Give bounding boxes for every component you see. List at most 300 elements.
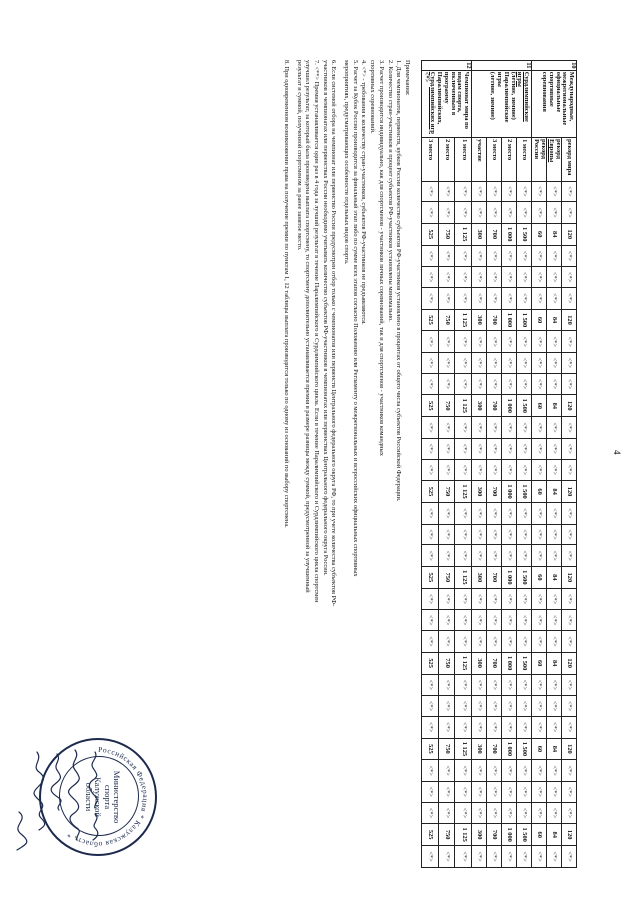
no-requirement-mark: <*> [547,245,562,267]
no-requirement-mark: <*> [517,438,532,459]
note-line: 3. Расчет производится индивидуально, как для спортсменов - участников личных соревнований, так и для спортсменов - участников командных [377,60,385,456]
no-requirement-mark: <*> [472,373,487,395]
event-name-line: Сурдлимпийских игр [429,71,437,134]
no-requirement-mark: <*> [532,760,547,782]
no-requirement-mark: <*> [421,846,438,868]
award-amount: 84 [547,824,562,846]
note-line: 6. Если системой отбора на чемпионат или первенство России предусмотрен отбор только с чемпионатов или первенств Центрального федерального округа РФ, то при учете количества субъектов РФ- [330,60,338,607]
no-requirement-mark: <*> [562,245,577,267]
no-requirement-mark: <*> [547,353,562,374]
note-line: 8. При одновременном возникновении права на получение премии по пунктам 1, 12 таблицы выплата производится только по одному из оснований по выбору спортсмена. [282,60,290,528]
award-amount: 84 [547,395,562,417]
no-requirement-mark: <*> [547,502,562,524]
no-requirement-mark: <*> [547,331,562,353]
note-line: участников в чемпионатах или первенствах России необходимо учитывать количество субъектов РФ-участников в чемпионатах или первенствах Центрального федерального округа России. [321,60,329,576]
event-name-line: видам спорта, [456,71,464,113]
no-requirement-mark: <*> [532,202,547,224]
award-amount: 750 [438,824,455,846]
award-amount: 84 [547,738,562,760]
award-amount: 525 [421,223,438,245]
award-amount: 120 [562,309,577,331]
no-requirement-mark: <*> [502,417,517,439]
no-requirement-mark: <*> [455,524,472,545]
no-requirement-mark: <*> [421,716,438,738]
no-requirement-mark: <*> [472,181,487,202]
no-requirement-mark: <*> [487,373,502,395]
table-row-12 [421,61,438,868]
row-index: 11 [472,61,532,71]
no-requirement-mark: <*> [472,588,487,610]
no-requirement-mark: <*> [562,782,577,803]
award-amount: 1 125 [455,824,472,846]
notes-title: Примечания: [404,60,411,96]
no-requirement-mark: <*> [532,631,547,653]
stamp-line: Калужской [93,777,104,817]
no-requirement-mark: <*> [487,524,502,545]
table-row-12 [455,61,472,868]
award-amount: 750 [438,652,455,674]
no-requirement-mark: <*> [455,181,472,202]
place-label: участие [472,138,487,181]
no-requirement-mark: <*> [532,696,547,717]
no-requirement-mark: <*> [455,353,472,374]
no-requirement-mark: <*> [438,202,455,224]
no-requirement-mark: <*> [472,331,487,353]
no-requirement-mark: <*> [455,760,472,782]
award-amount: 1 500 [517,395,532,417]
no-requirement-mark: <*> [562,181,577,202]
award-amount: 1 500 [517,223,532,245]
no-requirement-mark: <*> [547,524,562,545]
award-amount: 525 [421,738,438,760]
award-amount: 525 [421,652,438,674]
no-requirement-mark: <*> [472,782,487,803]
table-row-12 [438,61,455,868]
no-requirement-mark: <*> [502,674,517,696]
no-requirement-mark: <*> [502,782,517,803]
no-requirement-mark: <*> [562,610,577,631]
award-amount: 120 [562,223,577,245]
no-requirement-mark: <*> [562,545,577,567]
award-amount: 60 [532,395,547,417]
event-name-line: <*> [422,71,430,83]
no-requirement-mark: <*> [502,287,517,309]
event-name-line: включенным в [449,71,457,116]
no-requirement-mark: <*> [487,353,502,374]
no-requirement-mark: <*> [502,545,517,567]
award-amount: 60 [532,567,547,589]
note-line: 2. Количество стран-участников и процент субъектов РФ-участников установлены минимально. [386,60,394,322]
no-requirement-mark: <*> [487,782,502,803]
award-amount: 750 [438,738,455,760]
no-requirement-mark: <*> [517,696,532,717]
no-requirement-mark: <*> [472,696,487,717]
no-requirement-mark: <*> [487,631,502,653]
award-amount: 750 [438,481,455,503]
no-requirement-mark: <*> [472,502,487,524]
no-requirement-mark: <*> [517,373,532,395]
no-requirement-mark: <*> [532,802,547,824]
no-requirement-mark: <*> [438,716,455,738]
no-requirement-mark: <*> [517,631,532,653]
table-row-11 [487,61,502,868]
no-requirement-mark: <*> [562,267,577,288]
no-requirement-mark: <*> [532,716,547,738]
event-name-line: Паралимпийские игры [496,71,510,123]
no-requirement-mark: <*> [517,502,532,524]
no-requirement-mark: <*> [421,438,438,459]
no-requirement-mark: <*> [438,287,455,309]
no-requirement-mark: <*> [472,545,487,567]
award-amount: 84 [547,481,562,503]
no-requirement-mark: <*> [421,782,438,803]
award-amount: 700 [487,223,502,245]
no-requirement-mark: <*> [455,245,472,267]
no-requirement-mark: <*> [487,181,502,202]
award-amount: 60 [532,824,547,846]
no-requirement-mark: <*> [532,610,547,631]
no-requirement-mark: <*> [472,245,487,267]
no-requirement-mark: <*> [421,202,438,224]
no-requirement-mark: <*> [472,524,487,545]
no-requirement-mark: <*> [455,417,472,439]
no-requirement-mark: <*> [532,417,547,439]
level-label [532,138,547,181]
event-name-line: (летние, зимние) [489,71,497,120]
table-row-11 [517,61,532,868]
award-amount: 300 [472,223,487,245]
no-requirement-mark: <*> [455,802,472,824]
note-line: 1. Для чемпионатов, первенств, кубков России количество субъектов РФ-участников установлено в процентах от общего числа субъектов Российской Федерации. [395,60,403,502]
no-requirement-mark: <*> [438,331,455,353]
no-requirement-mark: <*> [517,524,532,545]
no-requirement-mark: <*> [547,674,562,696]
no-requirement-mark: <*> [547,631,562,653]
no-requirement-mark: <*> [562,674,577,696]
no-requirement-mark: <*> [502,438,517,459]
award-amount: 700 [487,309,502,331]
no-requirement-mark: <*> [502,610,517,631]
award-amount: 120 [562,567,577,589]
no-requirement-mark: <*> [487,696,502,717]
no-requirement-mark: <*> [438,802,455,824]
event-name-line: (летние, зимние) [509,71,517,120]
no-requirement-mark: <*> [455,267,472,288]
event-name-line: Сурдлимпийские игры [516,71,530,122]
no-requirement-mark: <*> [517,846,532,868]
no-requirement-mark: <*> [547,696,562,717]
award-amount: 1 125 [455,481,472,503]
note-line: 7. <**> Премия устанавливается один раз в 4 года за лучший результат в течение Паралимпийского и Сурдлимпийского цикла. Если в течение Паралимпийского и Сурдлимпийского цикла спортсмен [312,60,320,603]
no-requirement-mark: <*> [517,760,532,782]
award-amount: 84 [547,652,562,674]
award-amount: 120 [562,395,577,417]
no-requirement-mark: <*> [517,674,532,696]
no-requirement-mark: <*> [421,181,438,202]
place-label: 1 место [517,138,532,181]
level-label: рекорд мира [562,138,577,181]
no-requirement-mark: <*> [472,716,487,738]
award-amount: 700 [487,824,502,846]
no-requirement-mark: <*> [517,245,532,267]
event-name: Международные, межрегиональные официальные спортивные соревнования [532,70,577,137]
award-amount: 1 000 [502,223,517,245]
no-requirement-mark: <*> [438,181,455,202]
no-requirement-mark: <*> [532,459,547,481]
no-requirement-mark: <*> [502,459,517,481]
award-amount: 300 [472,824,487,846]
award-amount: 300 [472,652,487,674]
no-requirement-mark: <*> [472,610,487,631]
event-name [472,70,532,137]
no-requirement-mark: <*> [502,524,517,545]
award-amount: 750 [438,309,455,331]
handwritten-signature [3,742,103,902]
no-requirement-mark: <*> [562,202,577,224]
no-requirement-mark: <*> [455,674,472,696]
no-requirement-mark: <*> [547,459,562,481]
no-requirement-mark: <*> [438,459,455,481]
award-amount: 84 [547,223,562,245]
award-amount: 300 [472,567,487,589]
no-requirement-mark: <*> [517,545,532,567]
note-line: 5. Расчет за Кубок России производится за финальный этап либо по сумме всех этапов согласно Положению или Регламенту о межрегиональных и всероссийских официальных спортивных [351,60,359,577]
no-requirement-mark: <*> [517,417,532,439]
no-requirement-mark: <*> [532,782,547,803]
no-requirement-mark: <*> [455,782,472,803]
no-requirement-mark: <*> [547,716,562,738]
award-amount: 1 000 [502,738,517,760]
no-requirement-mark: <*> [421,760,438,782]
no-requirement-mark: <*> [502,588,517,610]
no-requirement-mark: <*> [487,545,502,567]
no-requirement-mark: <*> [562,459,577,481]
no-requirement-mark: <*> [455,610,472,631]
no-requirement-mark: <*> [517,202,532,224]
award-amount: 1 125 [455,738,472,760]
no-requirement-mark: <*> [455,696,472,717]
event-name-line: Чемпионат мира по [463,71,470,129]
award-amount: 84 [547,567,562,589]
no-requirement-mark: <*> [517,331,532,353]
no-requirement-mark: <*> [487,610,502,631]
no-requirement-mark: <*> [487,287,502,309]
no-requirement-mark: <*> [472,202,487,224]
no-requirement-mark: <*> [421,696,438,717]
no-requirement-mark: <*> [562,417,577,439]
award-amount: 1 500 [517,824,532,846]
no-requirement-mark: <*> [421,417,438,439]
no-requirement-mark: <*> [421,245,438,267]
no-requirement-mark: <*> [562,287,577,309]
no-requirement-mark: <*> [472,438,487,459]
award-amount: 700 [487,567,502,589]
no-requirement-mark: <*> [517,610,532,631]
award-amount: 1 000 [502,652,517,674]
award-amount: 1 125 [455,567,472,589]
no-requirement-mark: <*> [547,846,562,868]
stamp-line: спорта [102,784,113,810]
no-requirement-mark: <*> [517,267,532,288]
note-line: мероприятиях, предусматривающих особенности отдельных видов спорта. [343,60,351,265]
notes-section [281,60,411,860]
no-requirement-mark: <*> [487,588,502,610]
no-requirement-mark: <*> [517,459,532,481]
no-requirement-mark: <*> [532,545,547,567]
no-requirement-mark: <*> [472,631,487,653]
no-requirement-mark: <*> [438,610,455,631]
award-amount: 300 [472,309,487,331]
no-requirement-mark: <*> [487,438,502,459]
no-requirement-mark: <*> [438,502,455,524]
no-requirement-mark: <*> [562,373,577,395]
no-requirement-mark: <*> [455,588,472,610]
no-requirement-mark: <*> [532,502,547,524]
award-amount: 60 [532,223,547,245]
award-amount: 1 000 [502,824,517,846]
no-requirement-mark: <*> [487,846,502,868]
no-requirement-mark: <*> [487,802,502,824]
no-requirement-mark: <*> [438,545,455,567]
no-requirement-mark: <*> [487,245,502,267]
no-requirement-mark: <*> [532,331,547,353]
place-label: 2 место [502,138,517,181]
no-requirement-mark: <*> [455,631,472,653]
no-requirement-mark: <*> [438,353,455,374]
level-label-line: рекорд [554,139,562,159]
table-row-10 [532,61,547,868]
note-line: результат и суммой, полученной спортсменом за ранее занятое место. [295,60,303,251]
no-requirement-mark: <*> [438,438,455,459]
no-requirement-mark: <*> [547,782,562,803]
award-amount: 700 [487,738,502,760]
place-label: 3 место [421,138,438,181]
no-requirement-mark: <*> [562,438,577,459]
no-requirement-mark: <*> [421,331,438,353]
no-requirement-mark: <*> [421,588,438,610]
no-requirement-mark: <*> [532,674,547,696]
no-requirement-mark: <*> [421,631,438,653]
no-requirement-mark: <*> [472,417,487,439]
award-amount: 1 125 [455,309,472,331]
no-requirement-mark: <*> [562,524,577,545]
no-requirement-mark: <*> [532,438,547,459]
table-row-11 [502,61,517,868]
no-requirement-mark: <*> [455,846,472,868]
note-line: улучшил результат, за который была произведена выплата спортсмену, то спортсмену дополнительно устанавливается премия в размере разницы между суммой, предусмотренной за улучшенный [304,60,312,593]
award-amount: 60 [532,309,547,331]
award-amount: 525 [421,481,438,503]
no-requirement-mark: <*> [547,438,562,459]
no-requirement-mark: <*> [421,267,438,288]
no-requirement-mark: <*> [421,524,438,545]
table-row-10 [547,61,562,868]
award-amount: 525 [421,824,438,846]
no-requirement-mark: <*> [517,353,532,374]
no-requirement-mark: <*> [547,545,562,567]
no-requirement-mark: <*> [472,287,487,309]
no-requirement-mark: <*> [517,287,532,309]
no-requirement-mark: <*> [562,353,577,374]
no-requirement-mark: <*> [532,588,547,610]
no-requirement-mark: <*> [517,802,532,824]
no-requirement-mark: <*> [438,245,455,267]
no-requirement-mark: <*> [562,696,577,717]
stamp-line: области [83,782,94,812]
stamp-line: Министерство [112,770,122,824]
no-requirement-mark: <*> [532,245,547,267]
no-requirement-mark: <*> [421,502,438,524]
award-amount: 300 [472,738,487,760]
award-amount: 120 [562,738,577,760]
page-number: 4 [612,450,622,455]
no-requirement-mark: <*> [562,631,577,653]
row-index: 12 [421,61,471,71]
no-requirement-mark: <*> [438,760,455,782]
no-requirement-mark: <*> [502,716,517,738]
no-requirement-mark: <*> [562,588,577,610]
no-requirement-mark: <*> [455,438,472,459]
no-requirement-mark: <*> [438,782,455,803]
no-requirement-mark: <*> [502,267,517,288]
award-amount: 1 500 [517,738,532,760]
award-amount: 300 [472,395,487,417]
event-name-line: программу [442,71,450,104]
no-requirement-mark: <*> [517,782,532,803]
award-amount: 1 000 [502,481,517,503]
award-amount: 1 500 [517,481,532,503]
no-requirement-mark: <*> [562,846,577,868]
no-requirement-mark: <*> [487,202,502,224]
no-requirement-mark: <*> [532,353,547,374]
table-row-10 [562,61,577,868]
event-name [421,70,471,137]
award-amount: 700 [487,652,502,674]
no-requirement-mark: <*> [502,353,517,374]
award-amount: 525 [421,309,438,331]
no-requirement-mark: <*> [547,610,562,631]
award-amount: 1 000 [502,309,517,331]
no-requirement-mark: <*> [502,760,517,782]
award-amount: 120 [562,652,577,674]
level-label-line: России [533,139,540,160]
no-requirement-mark: <*> [502,802,517,824]
no-requirement-mark: <*> [532,181,547,202]
note-line: 4. <*> - требования к количеству стран-участников, субъектов РФ-участников не предъявляются. [360,60,368,325]
award-amount: 750 [438,395,455,417]
award-amount: 1 500 [517,567,532,589]
no-requirement-mark: <*> [438,631,455,653]
place-label: 2 место [438,138,455,181]
no-requirement-mark: <*> [562,716,577,738]
award-amount: 300 [472,481,487,503]
no-requirement-mark: <*> [502,846,517,868]
no-requirement-mark: <*> [547,181,562,202]
award-amount: 1 125 [455,652,472,674]
no-requirement-mark: <*> [487,716,502,738]
no-requirement-mark: <*> [502,245,517,267]
no-requirement-mark: <*> [472,459,487,481]
award-amount: 60 [532,652,547,674]
no-requirement-mark: <*> [532,524,547,545]
no-requirement-mark: <*> [502,502,517,524]
no-requirement-mark: <*> [547,760,562,782]
no-requirement-mark: <*> [562,331,577,353]
award-amount: 1 000 [502,395,517,417]
award-amount: 1 125 [455,395,472,417]
award-amount: 1 000 [502,567,517,589]
no-requirement-mark: <*> [421,459,438,481]
